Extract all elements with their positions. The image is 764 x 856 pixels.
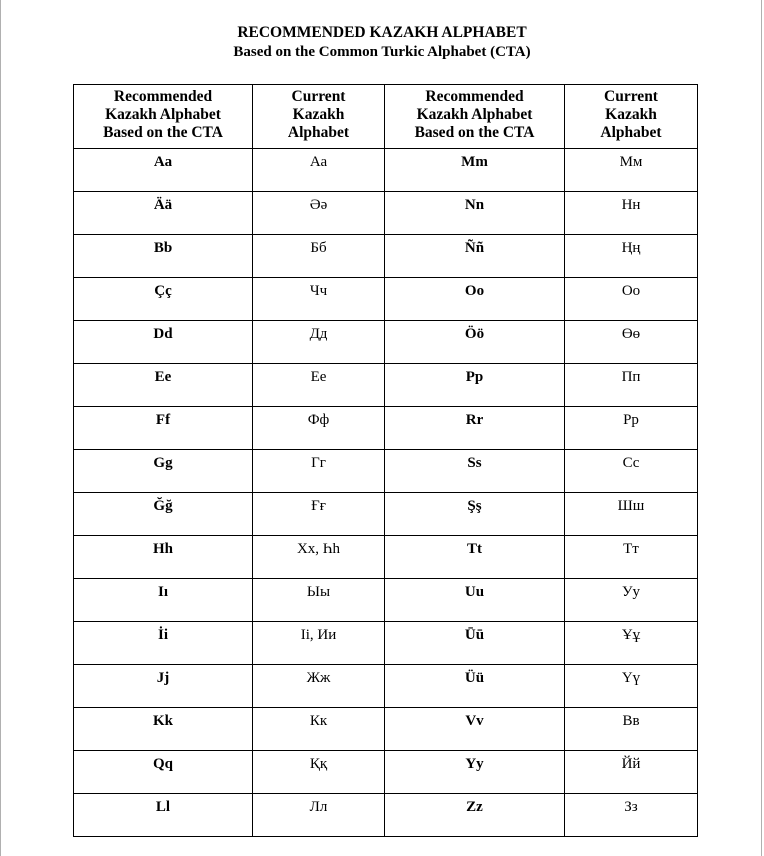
- page-subtitle: Based on the Common Turkic Alphabet (CTA): [233, 44, 531, 60]
- cta-letter-cell: Iı: [74, 579, 253, 622]
- cyrillic-letter-cell: Оо: [565, 278, 698, 321]
- cta-letter-cell: Dd: [74, 321, 253, 364]
- cyrillic-letter-cell: Жж: [253, 665, 385, 708]
- cyrillic-letter-cell: Бб: [253, 235, 385, 278]
- table-row: [74, 493, 698, 536]
- cyrillic-letter-cell: Дд: [253, 321, 385, 364]
- table-row: [74, 579, 698, 622]
- cyrillic-letter-cell: Ыы: [253, 579, 385, 622]
- cta-letter-cell: İi: [74, 622, 253, 665]
- table-row: [74, 450, 698, 493]
- cta-letter-cell: Üü: [385, 665, 565, 708]
- cta-letter-cell: Yy: [385, 751, 565, 794]
- cyrillic-letter-cell: Үү: [565, 665, 698, 708]
- cyrillic-letter-cell: Чч: [253, 278, 385, 321]
- table-header: [74, 85, 698, 149]
- header-current-left: [253, 85, 385, 149]
- header-line: Kazakh Alphabet: [416, 106, 533, 123]
- cta-letter-cell: Ll: [74, 794, 253, 837]
- table-row: [74, 149, 698, 192]
- cta-letter-cell: Ää: [74, 192, 253, 235]
- table-row: [74, 278, 698, 321]
- header-recommended-right: [385, 85, 565, 149]
- cta-letter-cell: Ff: [74, 407, 253, 450]
- table-body: [74, 149, 698, 837]
- cyrillic-letter-cell: Вв: [565, 708, 698, 751]
- cyrillic-letter-cell: Ее: [253, 364, 385, 407]
- header-line: Based on the CTA: [414, 124, 535, 141]
- cyrillic-letter-cell: Іі, Ии: [253, 622, 385, 665]
- cyrillic-letter-cell: Лл: [253, 794, 385, 837]
- cta-letter-cell: Ee: [74, 364, 253, 407]
- cta-letter-cell: Bb: [74, 235, 253, 278]
- cyrillic-letter-cell: Рр: [565, 407, 698, 450]
- cta-letter-cell: Zz: [385, 794, 565, 837]
- cta-letter-cell: Öö: [385, 321, 565, 364]
- cta-letter-cell: Jj: [74, 665, 253, 708]
- cyrillic-letter-cell: Ңң: [565, 235, 698, 278]
- cta-letter-cell: Gg: [74, 450, 253, 493]
- table-row: [74, 192, 698, 235]
- table-row: [74, 622, 698, 665]
- table-row: [74, 794, 698, 837]
- cyrillic-letter-cell: Нн: [565, 192, 698, 235]
- cta-letter-cell: Oo: [385, 278, 565, 321]
- cta-letter-cell: Aa: [74, 149, 253, 192]
- table-row: [74, 708, 698, 751]
- header-line: Recommended: [113, 88, 213, 105]
- cyrillic-letter-cell: Уу: [565, 579, 698, 622]
- header-line: Based on the CTA: [103, 124, 223, 141]
- header-line: Current: [291, 88, 346, 105]
- cyrillic-letter-cell: Ғғ: [253, 493, 385, 536]
- cta-letter-cell: Çç: [74, 278, 253, 321]
- cyrillic-letter-cell: Сс: [565, 450, 698, 493]
- cta-letter-cell: Qq: [74, 751, 253, 794]
- cyrillic-letter-cell: Тт: [565, 536, 698, 579]
- header-current-right: [565, 85, 698, 149]
- cyrillic-letter-cell: Ұұ: [565, 622, 698, 665]
- cyrillic-letter-cell: Гг: [253, 450, 385, 493]
- cta-letter-cell: Hh: [74, 536, 253, 579]
- cta-letter-cell: Kk: [74, 708, 253, 751]
- cyrillic-letter-cell: Өө: [565, 321, 698, 364]
- cyrillic-letter-cell: Хх, Һh: [253, 536, 385, 579]
- alphabet-table: [73, 84, 698, 837]
- cta-letter-cell: Pp: [385, 364, 565, 407]
- cta-letter-cell: Uu: [385, 579, 565, 622]
- cyrillic-letter-cell: Зз: [565, 794, 698, 837]
- cta-letter-cell: Ğğ: [74, 493, 253, 536]
- header-line: Alphabet: [600, 124, 662, 141]
- header-recommended-left: [74, 85, 253, 149]
- header-line: Current: [604, 88, 658, 105]
- header-line: Kazakh: [292, 106, 345, 123]
- cyrillic-letter-cell: Шш: [565, 493, 698, 536]
- table-row: [74, 407, 698, 450]
- table-row: [74, 321, 698, 364]
- cyrillic-letter-cell: Ққ: [253, 751, 385, 794]
- cyrillic-letter-cell: Фф: [253, 407, 385, 450]
- cyrillic-letter-cell: Йй: [565, 751, 698, 794]
- cta-letter-cell: Ūū: [385, 622, 565, 665]
- table-row: [74, 665, 698, 708]
- page-title: RECOMMENDED KAZAKH ALPHABET: [237, 24, 527, 41]
- header-row: [74, 85, 698, 149]
- cyrillic-letter-cell: Аа: [253, 149, 385, 192]
- cta-letter-cell: Şş: [385, 493, 565, 536]
- header-line: Kazakh: [605, 106, 657, 123]
- cta-letter-cell: Tt: [385, 536, 565, 579]
- table-row: [74, 536, 698, 579]
- cta-letter-cell: Nn: [385, 192, 565, 235]
- cyrillic-letter-cell: Мм: [565, 149, 698, 192]
- cyrillic-letter-cell: Пп: [565, 364, 698, 407]
- cta-letter-cell: Vv: [385, 708, 565, 751]
- header-line: Recommended: [425, 88, 524, 105]
- cta-letter-cell: Ss: [385, 450, 565, 493]
- cta-letter-cell: Rr: [385, 407, 565, 450]
- cta-letter-cell: Mm: [385, 149, 565, 192]
- header-line: Alphabet: [287, 124, 350, 141]
- table-row: [74, 751, 698, 794]
- cyrillic-letter-cell: Кк: [253, 708, 385, 751]
- header-line: Kazakh Alphabet: [105, 106, 221, 123]
- table-row: [74, 364, 698, 407]
- table-row: [74, 235, 698, 278]
- cyrillic-letter-cell: Әә: [253, 192, 385, 235]
- cta-letter-cell: Ññ: [385, 235, 565, 278]
